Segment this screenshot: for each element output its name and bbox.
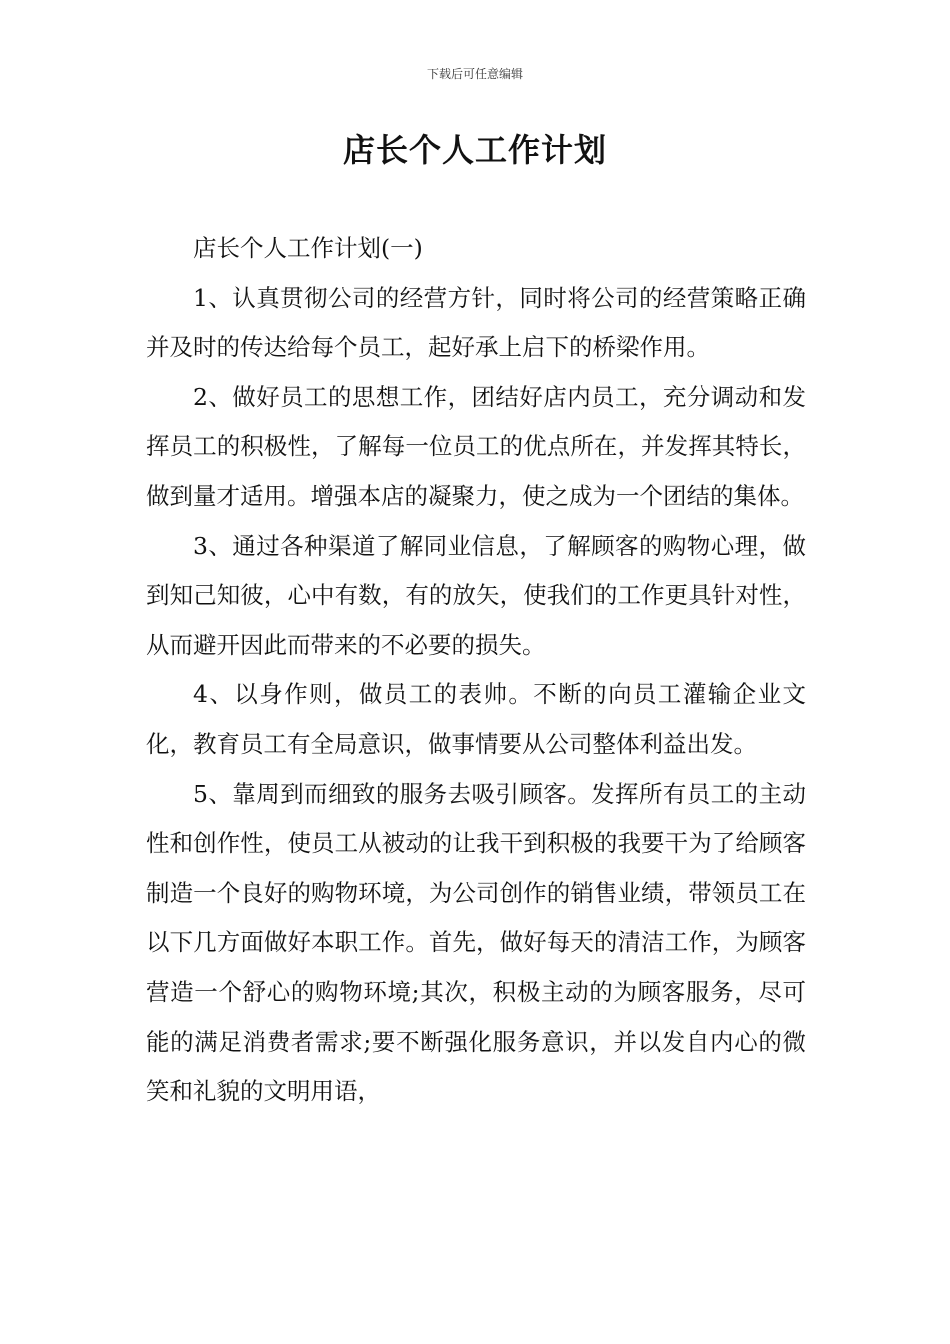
section-heading: 店长个人工作计划(一) (193, 234, 423, 262)
document-body (146, 224, 806, 1117)
paragraph-1: 1、认真贯彻公司的经营方针，同时将公司的经营策略正确并及时的传达给每个员工，起好承上启下的桥梁作用。 (146, 283, 806, 362)
document-title: 店长个人工作计划 (342, 131, 607, 169)
paragraph-2: 2、做好员工的思想工作，团结好店内员工，充分调动和发挥员工的积极性，了解每一位员工的优点所在，并发挥其特长，做到量才适用。增强本店的凝聚力，使之成为一个团结的集体。 (146, 382, 806, 510)
paragraph-3: 3、通过各种渠道了解同业信息，了解顾客的购物心理，做到知己知彼，心中有数，有的放矢，使我们的工作更具针对性，从而避开因此而带来的不必要的损失。 (146, 531, 806, 659)
paragraph-4: 4、以身作则，做员工的表帅。不断的向员工灌输企业文化，教育员工有全局意识，做事情要从公司整体利益出发。 (146, 680, 806, 758)
header-note: 下载后可任意编辑 (426, 67, 523, 81)
paragraph-5: 5、靠周到而细致的服务去吸引顾客。发挥所有员工的主动性和创作性，使员工从被动的让我干到积极的我要干为了给顾客制造一个良好的购物环境，为公司创作的销售业绩，带领员工在以下几方面做好本职工作。首先，做好每天的清洁工作，为顾客营造一个舒心的购物环境;其次，积极主动的为顾客服务，尽可能的满足消费者需求;要不断强化服务意识，并以发自内心的微笑和礼貌的文明用语， (146, 779, 806, 1106)
